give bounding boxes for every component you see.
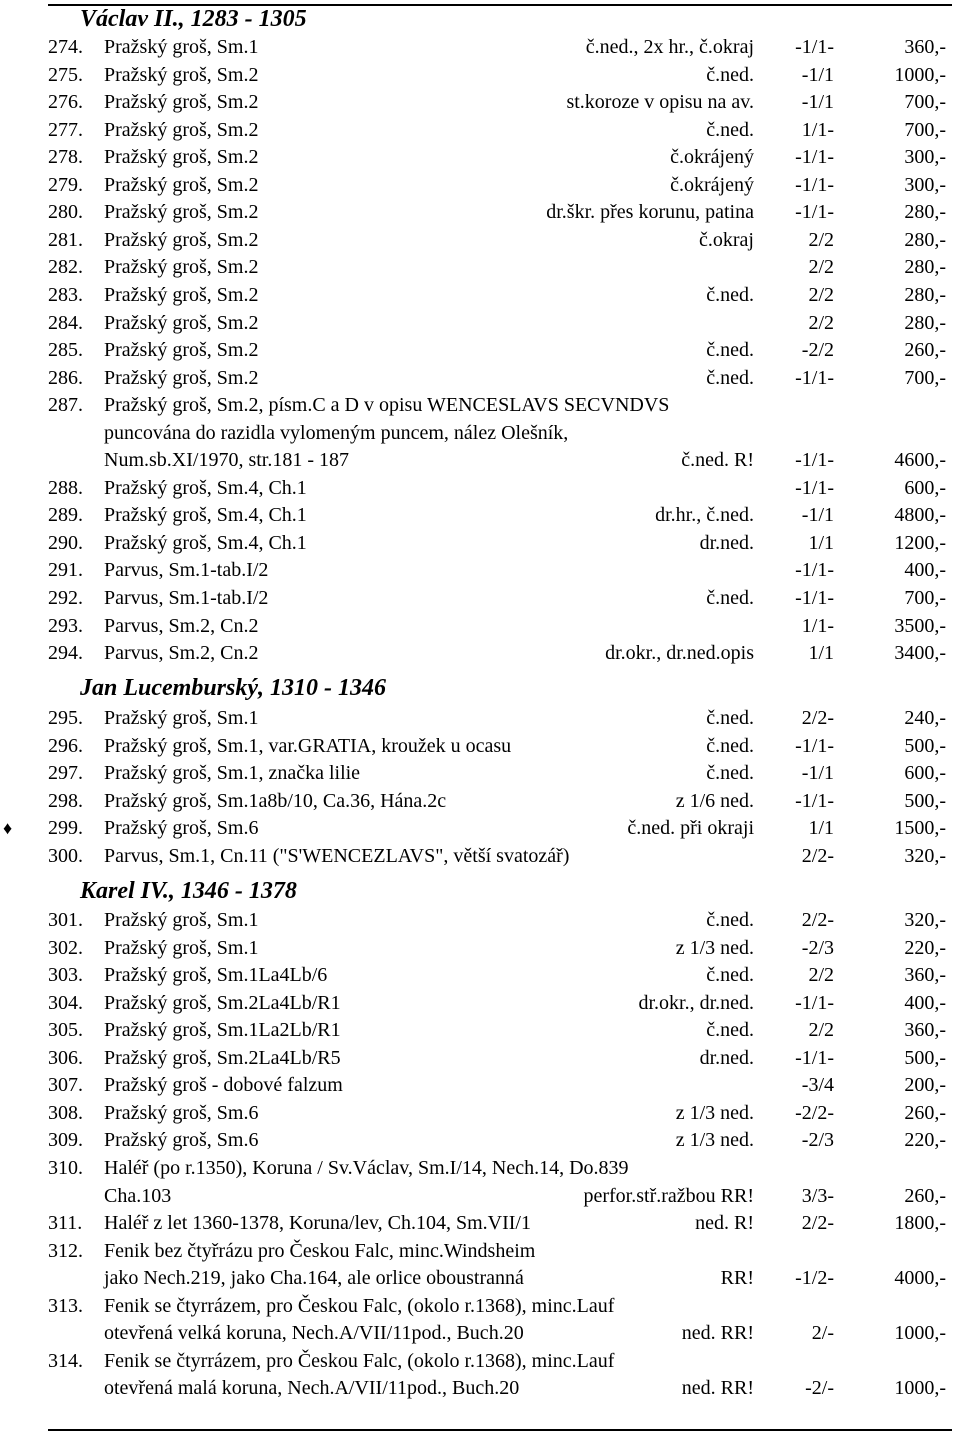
lot-note: č.ned. [706,734,754,757]
lot-number: 277. [48,118,83,141]
lot-number: 309. [48,1129,83,1152]
lot-note: ned. R! [695,1212,754,1235]
lot-price: 280,- [904,311,946,334]
lot-description: Pražský groš, Sm.2 [104,228,259,251]
catalog-row [0,1375,960,1403]
lot-description: Parvus, Sm.2, Cn.2 [104,642,259,665]
lot-price: 500,- [904,734,946,757]
catalog-row [0,227,960,255]
lot-price: 300,- [904,173,946,196]
lot-number: 312. [48,1239,83,1262]
lot-price: 300,- [904,146,946,169]
catalog-row [0,760,960,788]
lot-description: Pražský groš, Sm.2 [104,63,259,86]
lot-grade: -1/1 [801,91,834,114]
lot-grade: 2/- [811,1322,834,1345]
lot-note: perfor.stř.ražbou RR! [583,1184,754,1207]
lot-note: č.ned. [706,63,754,86]
lot-note: č.ned. [706,909,754,931]
lot-grade: 1/1 [808,817,834,840]
catalog-row [0,475,960,503]
catalog-row [0,1072,960,1100]
catalog-row [0,337,960,365]
lot-grade: 1/1- [801,118,834,141]
lot-price: 600,- [904,476,946,499]
lot-note: ned. RR! [681,1322,754,1345]
lot-grade: 2/2- [801,844,834,867]
catalog-row [0,788,960,816]
lot-number: 313. [48,1294,83,1317]
lot-note: č.ned. [706,1019,754,1042]
lot-number: 284. [48,311,83,334]
catalog-row [0,990,960,1018]
lot-note: č.okrájený [670,146,754,169]
lot-description: Pražský groš, Sm.1La2Lb/R1 [104,1019,341,1042]
lot-description: otevřená velká koruna, Nech.A/VII/11pod., Buch.20 [104,1322,524,1345]
lot-note: dr.okr., dr.ned.opis [605,642,754,665]
lot-grade: 2/2 [808,228,834,251]
lot-grade: -2/2 [801,339,834,362]
catalog-row [0,392,960,420]
lot-grade: -2/2- [795,1101,834,1124]
catalog-row [0,1348,960,1376]
lot-number: 304. [48,991,83,1014]
lot-grade: -3/4 [801,1074,834,1097]
lot-description: Fenik bez čtyřrázu pro Českou Falc, minc.Windsheim [104,1239,536,1262]
lot-description: Pražský groš, Sm.6 [104,1129,259,1152]
lot-description: Haléř z let 1360-1378, Koruna/lev, Ch.104, Sm.VII/1 [104,1212,531,1235]
lot-description: Pražský groš, Sm.2 [104,311,259,334]
lot-number: 278. [48,146,83,169]
lot-price: 360,- [904,1019,946,1042]
catalog-row [0,705,960,733]
lot-description: Haléř (po r.1350), Koruna / Sv.Václav, Sm.I/14, Nech.14, Do.839 [104,1156,629,1179]
lot-description: Pražský groš, Sm.4, Ch.1 [104,504,307,527]
lot-price: 400,- [904,559,946,582]
catalog-row [0,172,960,200]
lot-note: dr.okr., dr.ned. [638,991,754,1014]
lot-grade: -1/1- [795,1046,834,1069]
lot-price: 700,- [904,91,946,114]
lot-number: 296. [48,734,83,757]
lot-price: 320,- [904,909,946,931]
catalog-row [0,1100,960,1128]
catalog-row [0,62,960,90]
lot-price: 220,- [904,936,946,959]
lot-grade: -2/3 [801,1129,834,1152]
catalog-row [0,1320,960,1348]
lot-description: Pražský groš, Sm.2, písm.C a D v opisu WENCESLAVS SECVNDVS [104,394,670,417]
catalog-row [0,199,960,227]
lot-number: 292. [48,587,83,609]
lot-description: Parvus, Sm.1-tab.I/2 [104,559,269,582]
catalog-row [0,640,960,668]
lot-description: Pražský groš, Sm.1 [104,936,259,959]
catalog-row [0,502,960,530]
lot-description: Pražský groš - dobové falzum [104,1074,343,1097]
lot-number: 305. [48,1019,83,1042]
lot-description: Pražský groš, Sm.2 [104,91,259,114]
lot-description: Pražský groš, Sm.1 [104,707,259,729]
catalog-row [0,420,960,448]
lot-description: Pražský groš, Sm.1 [104,36,259,58]
lot-note: z 1/6 ned. [675,789,754,812]
lot-number: 308. [48,1101,83,1124]
lot-price: 700,- [904,118,946,141]
lot-grade: 2/2 [808,1019,834,1042]
lot-note: č.ned., 2x hr., č.okraj [585,36,754,58]
catalog-row [0,1210,960,1238]
section-title: Karel IV., 1346 - 1378 [80,878,297,904]
lot-description: Fenik se čtyrrázem, pro Českou Falc, (okolo r.1368), minc.Lauf [104,1294,615,1317]
lot-grade: -2/- [805,1377,834,1400]
lot-note: RR! [720,1267,754,1290]
lot-description: Pražský groš, Sm.2La4Lb/R1 [104,991,341,1014]
lot-number: 311. [48,1212,83,1235]
lot-price: 240,- [904,707,946,729]
lot-grade: 2/2- [801,707,834,729]
lot-grade: -1/1- [795,36,834,58]
section-title: Jan Lucemburský, 1310 - 1346 [80,675,386,701]
lot-price: 220,- [904,1129,946,1152]
lot-number: 285. [48,339,83,362]
lot-note: dr.hr., č.ned. [655,504,754,527]
lot-number: 301. [48,909,83,931]
catalog-row [0,310,960,338]
lot-description: Pražský groš, Sm.2 [104,339,259,362]
lot-note: č.ned. [706,118,754,141]
lot-grade: -1/1 [801,63,834,86]
catalog-row [0,447,960,475]
lot-description: otevřená malá koruna, Nech.A/VII/11pod., Buch.20 [104,1377,520,1400]
lot-grade: -1/1- [795,201,834,224]
lot-grade: -1/1- [795,449,834,472]
lot-price: 280,- [904,228,946,251]
lot-number: 291. [48,559,83,582]
catalog-row [0,815,960,843]
lot-description: puncována do razidla vylomeným puncem, nález Olešník, [104,421,569,444]
lot-price: 1800,- [894,1212,946,1235]
lot-description: Pražský groš, Sm.2La4Lb/R5 [104,1046,341,1069]
lot-price: 4800,- [894,504,946,527]
lot-number: 279. [48,173,83,196]
catalog-row [0,935,960,963]
lot-grade: 2/2- [801,1212,834,1235]
catalog-row [0,89,960,117]
lot-price: 260,- [904,1101,946,1124]
lot-description: Pražský groš, Sm.2 [104,173,259,196]
lot-number: 307. [48,1074,83,1097]
catalog-row [0,843,960,871]
lot-description: Pražský groš, Sm.4, Ch.1 [104,476,307,499]
lot-price: 280,- [904,201,946,224]
lot-description: Parvus, Sm.1, Cn.11 ("S'WENCEZLAVS", větší svatozář) [104,844,570,867]
lot-description: Pražský groš, Sm.4, Ch.1 [104,531,307,554]
catalog-row [0,144,960,172]
lot-price: 320,- [904,844,946,867]
lot-note: z 1/3 ned. [675,1129,754,1152]
bottom-rule [48,1429,952,1431]
lot-price: 260,- [904,339,946,362]
lot-number: 290. [48,531,83,554]
lot-number: 294. [48,642,83,665]
catalog-row [0,34,960,62]
lot-number: 280. [48,201,83,224]
lot-price: 360,- [904,36,946,58]
catalog-row [0,907,960,935]
catalog-row [0,365,960,393]
lot-number: 275. [48,63,83,86]
lot-grade: 2/2 [808,283,834,306]
lot-description: Pražský groš, Sm.1 [104,909,259,931]
lot-description: Pražský groš, Sm.1a8b/10, Ca.36, Hána.2c [104,789,447,812]
lot-note: st.koroze v opisu na av. [566,91,754,114]
catalog-row [0,1183,960,1211]
lot-grade: -1/1- [795,476,834,499]
lot-grade: -1/1 [801,504,834,527]
lot-note: č.ned. [706,339,754,362]
lot-price: 4600,- [894,449,946,472]
lot-grade: 1/1 [808,531,834,554]
lot-price: 1500,- [894,817,946,840]
catalog-row [0,962,960,990]
lot-note: č.ned. [706,707,754,729]
lot-number: 274. [48,36,83,58]
lot-number: 281. [48,228,83,251]
lot-price: 1000,- [894,1377,946,1400]
lot-number: 310. [48,1156,83,1179]
lot-description: Pražský groš, Sm.2 [104,118,259,141]
lot-grade: -1/1- [795,559,834,582]
lot-description: Pražský groš, Sm.6 [104,1101,259,1124]
lot-description: Fenik se čtyrrázem, pro Českou Falc, (okolo r.1368), minc.Lauf [104,1349,615,1372]
lot-note: dr.škr. přes korunu, patina [546,201,754,224]
lot-number: 283. [48,283,83,306]
lot-grade: -1/1- [795,734,834,757]
lot-price: 280,- [904,256,946,279]
catalog-row [0,1045,960,1073]
lot-grade: -1/1- [795,587,834,609]
lot-price: 700,- [904,587,946,609]
lot-price: 3500,- [894,614,946,637]
lot-price: 3400,- [894,642,946,665]
lot-grade: -2/3 [801,936,834,959]
lot-grade: -1/2- [795,1267,834,1290]
lot-number: 287. [48,394,83,417]
lot-number: 314. [48,1349,83,1372]
lot-price: 700,- [904,366,946,389]
lot-description: jako Nech.219, jako Cha.164, ale orlice oboustranná [104,1267,524,1290]
lot-number: 286. [48,366,83,389]
lot-description: Pražský groš, Sm.2 [104,146,259,169]
lot-description: Pražský groš, Sm.1, značka lilie [104,762,361,785]
lot-description: Parvus, Sm.1-tab.I/2 [104,587,269,609]
catalog-row [0,557,960,585]
lot-number: 289. [48,504,83,527]
lot-grade: 1/1- [801,614,834,637]
lot-note: č.okrájený [670,173,754,196]
lot-price: 360,- [904,964,946,987]
lot-grade: -1/1- [795,146,834,169]
catalog-row [0,585,960,613]
lot-number: 295. [48,707,83,729]
lot-price: 1000,- [894,63,946,86]
lot-description: Pražský groš, Sm.1La4Lb/6 [104,964,328,987]
lot-price: 280,- [904,283,946,306]
lot-price: 500,- [904,1046,946,1069]
lot-grade: 2/2 [808,311,834,334]
catalog-row [0,282,960,310]
lot-number: 306. [48,1046,83,1069]
lot-number: 297. [48,762,83,785]
lot-note: č.okraj [699,228,754,251]
lot-note: ned. RR! [681,1377,754,1400]
lot-number: 299. [48,817,83,840]
lot-price: 1000,- [894,1322,946,1345]
lot-note: č.ned. R! [681,449,754,472]
lot-price: 260,- [904,1184,946,1207]
lot-note: č.ned. [706,587,754,609]
lot-number: 298. [48,789,83,812]
lot-description: Pražský groš, Sm.2 [104,256,259,279]
catalog-row [0,733,960,761]
lot-note: č.ned. [706,283,754,306]
lot-grade: -1/1- [795,991,834,1014]
lot-description: Num.sb.XI/1970, str.181 - 187 [104,449,349,472]
catalog-row [0,117,960,145]
lot-note: č.ned. [706,366,754,389]
lot-price: 200,- [904,1074,946,1097]
lot-grade: -1/1- [795,366,834,389]
lot-number: 276. [48,91,83,114]
lot-price: 1200,- [894,531,946,554]
catalog-row [0,1238,960,1266]
lot-note: dr.ned. [699,531,754,554]
lot-description: Parvus, Sm.2, Cn.2 [104,614,259,637]
lot-price: 600,- [904,762,946,785]
lot-description: Pražský groš, Sm.2 [104,366,259,389]
catalog-row [0,1155,960,1183]
lot-description: Pražský groš, Sm.2 [104,283,259,306]
lot-grade: 3/3- [801,1184,834,1207]
lot-description: Pražský groš, Sm.1, var.GRATIA, kroužek u ocasu [104,734,512,757]
catalog-row [0,1265,960,1293]
diamond-icon: ♦ [3,818,13,839]
lot-grade: -1/1 [801,762,834,785]
lot-number: 282. [48,256,83,279]
lot-price: 400,- [904,991,946,1014]
lot-note: č.ned. [706,964,754,987]
lot-note: z 1/3 ned. [675,936,754,959]
catalog-row [0,254,960,282]
lot-note: č.ned. při okraji [627,817,754,840]
lot-note: dr.ned. [699,1046,754,1069]
lot-number: 288. [48,476,83,499]
lot-price: 500,- [904,789,946,812]
catalog-row [0,613,960,641]
lot-number: 302. [48,936,83,959]
lot-description: Pražský groš, Sm.2 [104,201,259,224]
lot-number: 293. [48,614,83,637]
lot-note: č.ned. [706,762,754,785]
lot-grade: -1/1- [795,173,834,196]
section-title: Václav II., 1283 - 1305 [80,6,307,32]
lot-description: Pražský groš, Sm.6 [104,817,259,840]
catalog-row [0,1017,960,1045]
lot-number: 303. [48,964,83,987]
lot-price: 4000,- [894,1267,946,1290]
lot-grade: -1/1- [795,789,834,812]
lot-grade: 2/2 [808,964,834,987]
catalog-row [0,530,960,558]
lot-grade: 2/2 [808,256,834,279]
catalog-row [0,1293,960,1321]
lot-grade: 1/1 [808,642,834,665]
catalog-row [0,1127,960,1155]
lot-note: z 1/3 ned. [675,1101,754,1124]
lot-description: Cha.103 [104,1184,172,1207]
lot-grade: 2/2- [801,909,834,931]
lot-number: 300. [48,844,83,867]
